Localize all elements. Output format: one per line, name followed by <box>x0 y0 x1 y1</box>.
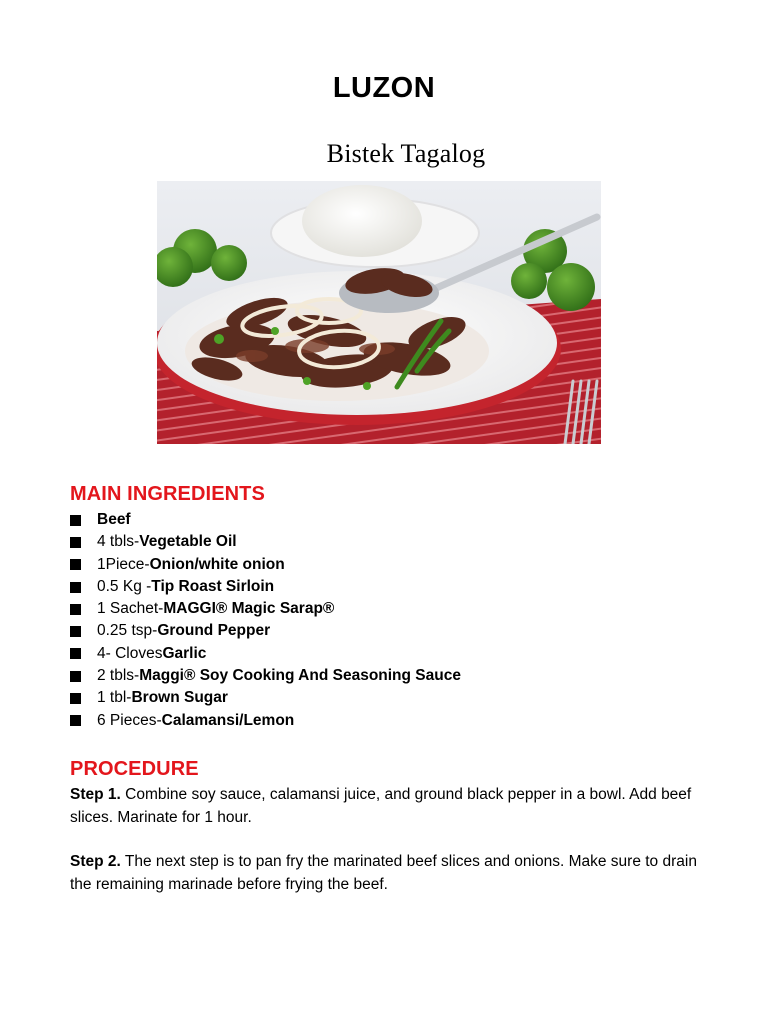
step-label: Step 1. <box>70 786 121 803</box>
ingredient-name: Garlic <box>162 644 207 662</box>
square-bullet-icon <box>70 515 81 526</box>
ingredient-qty: 2 tbls- <box>97 667 140 685</box>
ingredient-item <box>70 665 461 687</box>
ingredient-qty: 1Piece- <box>97 555 150 573</box>
ingredient-item <box>70 687 461 709</box>
ingredient-item <box>70 554 461 576</box>
dish-photo <box>157 181 601 444</box>
procedure-heading: PROCEDURE <box>70 758 199 780</box>
ingredient-qty: 1 tbl- <box>97 689 132 707</box>
step-label: Step 2. <box>70 853 121 870</box>
ingredient-item <box>70 710 461 732</box>
square-bullet-icon <box>70 693 81 704</box>
procedure-step <box>70 851 710 896</box>
ingredient-qty: 4 tbls- <box>97 533 140 551</box>
ingredient-name: Calamansi/Lemon <box>161 711 295 729</box>
bistek-dish-photo-icon <box>157 181 601 444</box>
ingredient-item <box>70 620 461 642</box>
square-bullet-icon <box>70 559 81 570</box>
ingredient-qty: 6 Pieces- <box>97 711 162 729</box>
ingredient-item <box>70 576 461 598</box>
ingredient-name: Brown Sugar <box>131 689 228 707</box>
ingredient-name: Beef <box>97 511 131 528</box>
dish-title: Bistek Tagalog <box>326 139 486 168</box>
square-bullet-icon <box>70 626 81 637</box>
ingredient-item <box>70 598 461 620</box>
ingredient-qty: 1 Sachet- <box>97 600 164 618</box>
ingredient-name: Onion/white onion <box>149 555 285 573</box>
region-title: LUZON <box>332 72 436 104</box>
ingredient-name: Ground Pepper <box>157 622 271 640</box>
ingredients-heading: MAIN INGREDIENTS <box>70 483 265 505</box>
ingredient-qty: 4- Cloves <box>97 644 163 662</box>
square-bullet-icon <box>70 671 81 682</box>
ingredient-name: Vegetable Oil <box>139 533 237 551</box>
procedure-step <box>70 784 710 829</box>
ingredient-name: Maggi® Soy Cooking And Seasoning Sauce <box>139 667 461 685</box>
square-bullet-icon <box>70 648 81 659</box>
ingredient-item <box>70 643 461 665</box>
ingredient-name: Tip Roast Sirloin <box>151 577 275 595</box>
square-bullet-icon <box>70 582 81 593</box>
ingredient-item <box>70 531 461 553</box>
ingredient-list <box>70 509 461 732</box>
ingredient-qty: 0.5 Kg - <box>97 577 152 595</box>
ingredient-qty: 0.25 tsp- <box>97 622 158 640</box>
ingredient-name: MAGGI® Magic Sarap® <box>163 600 335 618</box>
square-bullet-icon <box>70 604 81 615</box>
step-text: The next step is to pan fry the marinated beef slices and onions. Make sure to drain the remaining marinade before frying the beef. <box>70 853 697 893</box>
square-bullet-icon <box>70 537 81 548</box>
step-text: Combine soy sauce, calamansi juice, and ground black pepper in a bowl. Add beef slices. Marinate for 1 hour. <box>70 786 692 826</box>
square-bullet-icon <box>70 715 81 726</box>
ingredient-item <box>70 509 461 531</box>
